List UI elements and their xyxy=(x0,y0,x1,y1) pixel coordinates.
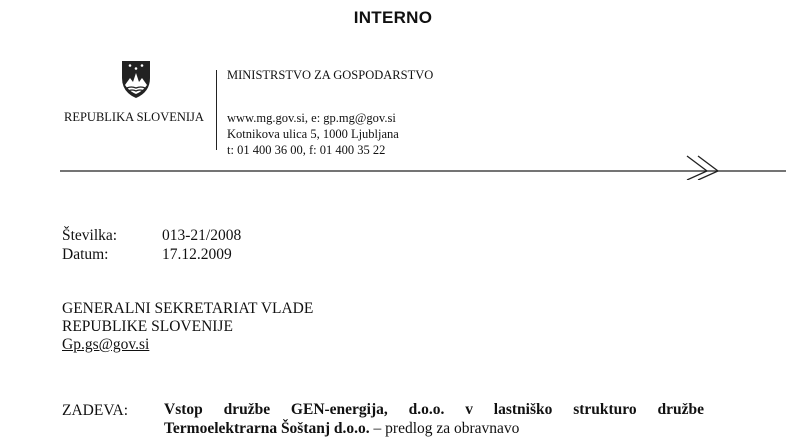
number-label: Številka: xyxy=(62,227,118,244)
ministry-name: MINISTRSTVO ZA GOSPODARSTVO xyxy=(227,68,434,82)
country-name: REPUBLIKA SLOVENIJA xyxy=(64,110,204,124)
addressee-line1: GENERALNI SEKRETARIAT VLADE xyxy=(62,300,314,317)
subject-word: GEN-energija, xyxy=(290,401,388,418)
letterhead-rule xyxy=(60,150,786,180)
coat-of-arms-icon xyxy=(119,58,153,100)
subject-word: lastniško xyxy=(493,401,553,418)
subject-label: ZADEVA: xyxy=(62,402,129,419)
number-value: 013-21/2008 xyxy=(162,227,242,244)
addressee-email-link[interactable]: Gp.gs@gov.si xyxy=(62,336,150,353)
contact-phone-fax: t: 01 400 36 00, f: 01 400 35 22 xyxy=(227,143,386,157)
subject-word: v xyxy=(465,401,473,418)
subject-word: Vstop xyxy=(164,401,203,418)
meta-date-row xyxy=(62,245,241,264)
subject-word: strukturo xyxy=(573,401,637,418)
subject-word: družbe xyxy=(657,401,704,418)
contact-web-email: www.mg.gov.si, e: gp.mg@gov.si xyxy=(227,111,396,125)
contact-address: Kotnikova ulica 5, 1000 Ljubljana xyxy=(227,127,399,141)
addressee-line2: REPUBLIKE SLOVENIJE xyxy=(62,318,233,335)
date-value: 17.12.2009 xyxy=(162,246,232,263)
subject-line1 xyxy=(164,400,704,419)
subject-company: Termoelektrarna Šoštanj d.o.o. xyxy=(164,420,370,437)
subject-word: družbe xyxy=(223,401,271,418)
subject-purpose: – predlog za obravnavo xyxy=(369,420,520,437)
subject-text xyxy=(164,400,704,438)
document-meta xyxy=(62,226,241,264)
classification-stamp: INTERNO xyxy=(353,8,433,27)
double-chevron-right-icon xyxy=(687,156,718,180)
subject-word: d.o.o. xyxy=(408,401,445,418)
letterhead-divider xyxy=(216,70,217,150)
addressee-block xyxy=(62,300,313,354)
date-label: Datum: xyxy=(62,246,109,263)
subject-line2 xyxy=(164,419,704,438)
meta-number-row xyxy=(62,226,241,245)
